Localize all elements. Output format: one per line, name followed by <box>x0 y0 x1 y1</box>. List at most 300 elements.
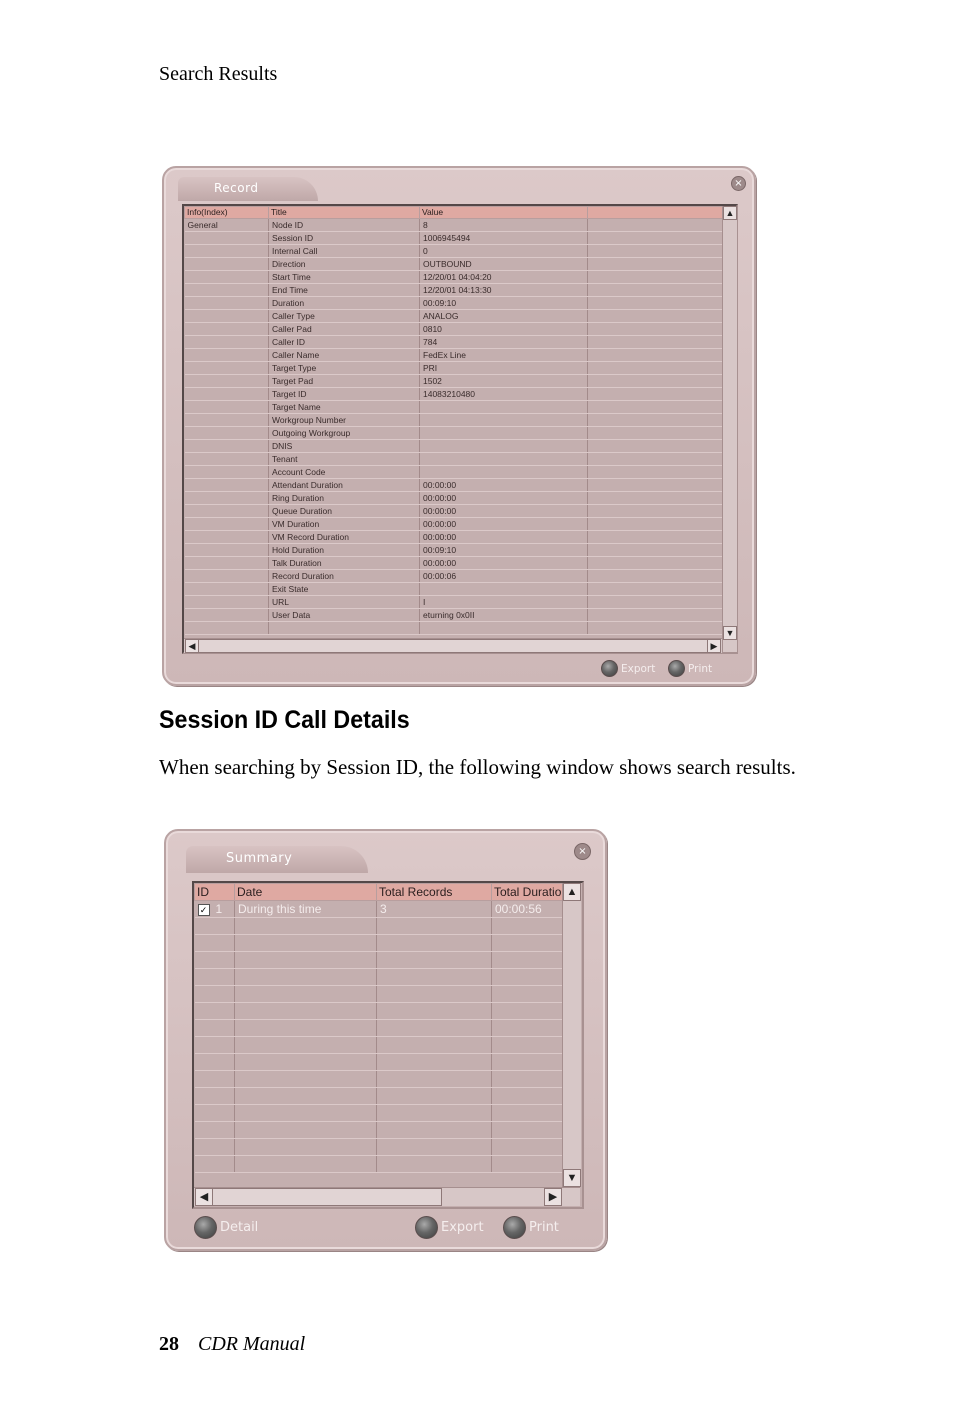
record-cell <box>588 219 723 232</box>
summary-cell-id <box>195 1020 235 1037</box>
record-cell <box>185 466 269 479</box>
summary-cell-text: 1 <box>215 902 223 916</box>
record-cell: 00:00:00 <box>420 505 588 518</box>
table-row[interactable] <box>195 1105 563 1122</box>
record-cell <box>185 557 269 570</box>
record-cell: Target Pad <box>269 375 420 388</box>
summary-column-header[interactable]: ID <box>195 884 235 901</box>
table-row[interactable] <box>185 622 723 635</box>
table-row[interactable] <box>185 349 723 362</box>
summary-cell-id <box>195 1156 235 1173</box>
record-cell: Caller Pad <box>269 323 420 336</box>
summary-tab[interactable] <box>186 846 368 873</box>
record-grid <box>182 204 738 654</box>
record-cell <box>269 622 420 635</box>
table-row[interactable] <box>185 570 723 583</box>
table-row[interactable] <box>185 362 723 375</box>
summary-cell-total-duration <box>492 1054 563 1071</box>
record-window <box>162 166 756 686</box>
summary-cell-total-duration <box>492 1105 563 1122</box>
summary-cell-total-records <box>377 1020 492 1037</box>
checkbox-icon[interactable]: ✓ <box>198 904 210 916</box>
summary-export-button[interactable] <box>415 1216 484 1239</box>
summary-cell-id <box>195 1105 235 1122</box>
record-cell: Tenant <box>269 453 420 466</box>
table-row[interactable] <box>185 401 723 414</box>
table-row[interactable] <box>185 466 723 479</box>
table-row[interactable] <box>195 969 563 986</box>
summary-cell-total-records <box>377 1054 492 1071</box>
record-cell: Target Type <box>269 362 420 375</box>
summary-cell-id <box>195 952 235 969</box>
record-cell <box>420 622 588 635</box>
summary-cell-date <box>235 1156 377 1173</box>
record-cell: 0810 <box>420 323 588 336</box>
body-text: When searching by Session ID, the following window shows search results. <box>159 755 796 779</box>
summary-cell-date <box>235 1054 377 1071</box>
record-cell: Duration <box>269 297 420 310</box>
record-cell: 00:00:00 <box>420 557 588 570</box>
summary-cell-total-records <box>377 1003 492 1020</box>
table-row[interactable] <box>195 901 563 918</box>
summary-cell-total-duration <box>492 918 563 935</box>
summary-print-button[interactable] <box>503 1216 559 1239</box>
record-cell <box>185 453 269 466</box>
record-cell <box>588 284 723 297</box>
summary-cell-total-duration <box>492 1003 563 1020</box>
summary-cell-total-duration <box>492 1122 563 1139</box>
scroll-down-icon[interactable]: ▼ <box>563 1169 581 1187</box>
summary-cell-date <box>235 1071 377 1088</box>
record-tab-label: Record <box>214 181 259 195</box>
close-icon[interactable]: × <box>574 843 591 860</box>
summary-cell-id <box>195 1139 235 1156</box>
record-cell <box>185 622 269 635</box>
table-row[interactable] <box>195 1020 563 1037</box>
scroll-left-icon[interactable]: ◀ <box>185 639 199 653</box>
table-row[interactable] <box>195 1054 563 1071</box>
summary-cell-date <box>235 1088 377 1105</box>
record-cell <box>588 531 723 544</box>
record-cell <box>420 427 588 440</box>
table-row[interactable] <box>185 479 723 492</box>
detail-label: Detail <box>220 1220 259 1235</box>
record-cell <box>588 557 723 570</box>
record-cell <box>185 336 269 349</box>
record-cell <box>185 492 269 505</box>
table-row[interactable] <box>185 297 723 310</box>
table-row[interactable] <box>185 245 723 258</box>
summary-cell-date <box>235 1139 377 1156</box>
record-cell <box>420 440 588 453</box>
record-cell <box>185 232 269 245</box>
record-cell: Hold Duration <box>269 544 420 557</box>
record-hscroll-thumb[interactable] <box>198 639 708 653</box>
record-cell: 1006945494 <box>420 232 588 245</box>
record-cell <box>588 609 723 622</box>
summary-cell-total-duration <box>492 901 563 918</box>
orb-button-icon <box>503 1216 526 1239</box>
summary-cell-id <box>195 1088 235 1105</box>
record-table <box>184 206 723 635</box>
section-heading: Session ID Call Details <box>159 706 410 734</box>
record-cell: Internal Call <box>269 245 420 258</box>
record-export-button[interactable] <box>601 660 655 677</box>
record-cell <box>420 466 588 479</box>
page-number: 28 <box>159 1333 179 1355</box>
record-cell <box>185 427 269 440</box>
summary-cell-total-records <box>377 986 492 1003</box>
summary-cell-id <box>195 901 235 918</box>
scroll-down-icon[interactable]: ▼ <box>723 626 737 640</box>
record-column-header[interactable]: Value <box>420 207 588 219</box>
orb-button-icon <box>194 1216 217 1239</box>
table-row[interactable] <box>185 544 723 557</box>
summary-grid <box>192 881 584 1209</box>
scroll-right-icon[interactable]: ▶ <box>707 639 721 653</box>
summary-cell-date <box>235 1003 377 1020</box>
table-row[interactable] <box>195 935 563 952</box>
page-footer <box>159 1333 305 1356</box>
table-row[interactable] <box>195 1071 563 1088</box>
record-cell <box>185 414 269 427</box>
summary-cell-date <box>235 986 377 1003</box>
record-cell: Session ID <box>269 232 420 245</box>
record-cell <box>588 375 723 388</box>
summary-cell-total-records <box>377 1105 492 1122</box>
record-cell <box>588 453 723 466</box>
record-cell: Target Name <box>269 401 420 414</box>
record-cell <box>185 401 269 414</box>
record-cell <box>588 388 723 401</box>
record-cell: Queue Duration <box>269 505 420 518</box>
record-cell: 1502 <box>420 375 588 388</box>
record-cell <box>588 440 723 453</box>
record-cell: 00:09:10 <box>420 544 588 557</box>
summary-cell-total-records <box>377 969 492 986</box>
record-column-header[interactable]: Title <box>269 207 420 219</box>
table-row[interactable] <box>185 375 723 388</box>
record-cell: Direction <box>269 258 420 271</box>
summary-cell-total-duration <box>492 1037 563 1054</box>
summary-vertical-scrollbar[interactable] <box>562 883 581 1187</box>
summary-cell-id <box>195 1054 235 1071</box>
summary-cell-id <box>195 1071 235 1088</box>
table-row[interactable] <box>185 427 723 440</box>
record-cell <box>588 245 723 258</box>
record-cell <box>588 466 723 479</box>
table-row[interactable] <box>185 505 723 518</box>
summary-cell-total-records <box>377 1122 492 1139</box>
record-cell <box>185 505 269 518</box>
summary-table <box>194 883 563 1173</box>
summary-cell-id <box>195 986 235 1003</box>
record-cell: Exit State <box>269 583 420 596</box>
summary-cell-total-duration <box>492 1139 563 1156</box>
record-cell: 00:09:10 <box>420 297 588 310</box>
record-cell <box>185 544 269 557</box>
summary-cell-date <box>235 935 377 952</box>
table-row[interactable] <box>185 271 723 284</box>
table-row[interactable] <box>185 336 723 349</box>
table-row[interactable] <box>185 258 723 271</box>
scroll-right-icon[interactable]: ▶ <box>544 1188 562 1206</box>
summary-horizontal-scrollbar[interactable] <box>194 1187 580 1206</box>
record-cell <box>185 258 269 271</box>
orb-button-icon <box>601 660 618 677</box>
record-cell: 12/20/01 04:13:30 <box>420 284 588 297</box>
record-cell <box>588 479 723 492</box>
summary-cell-total-records <box>377 1139 492 1156</box>
record-tab[interactable] <box>178 177 318 201</box>
record-cell: 8 <box>420 219 588 232</box>
summary-cell-date <box>235 901 377 918</box>
summary-cell-id <box>195 935 235 952</box>
table-row[interactable] <box>185 440 723 453</box>
summary-cell-total-records <box>377 935 492 952</box>
summary-cell-date <box>235 1037 377 1054</box>
close-icon[interactable]: × <box>731 176 746 191</box>
summary-cell-total-duration <box>492 1156 563 1173</box>
record-cell <box>588 232 723 245</box>
summary-cell-total-duration <box>492 986 563 1003</box>
record-cell <box>588 336 723 349</box>
table-row[interactable] <box>195 1122 563 1139</box>
record-cell <box>185 388 269 401</box>
scroll-left-icon[interactable]: ◀ <box>195 1188 213 1206</box>
table-row[interactable] <box>185 323 723 336</box>
summary-cell-id <box>195 1122 235 1139</box>
summary-cell-total-duration <box>492 935 563 952</box>
record-cell <box>185 375 269 388</box>
record-cell: 12/20/01 04:04:20 <box>420 271 588 284</box>
table-row[interactable] <box>185 310 723 323</box>
record-cell <box>185 362 269 375</box>
table-row[interactable] <box>185 414 723 427</box>
record-cell: VM Record Duration <box>269 531 420 544</box>
record-cell <box>588 570 723 583</box>
record-cell: I <box>420 596 588 609</box>
record-cell <box>588 622 723 635</box>
record-cell <box>185 323 269 336</box>
record-cell <box>588 414 723 427</box>
summary-cell-total-duration <box>492 1071 563 1088</box>
summary-cell-text: 3 <box>380 902 387 916</box>
record-cell <box>588 518 723 531</box>
summary-cell-total-records <box>377 1156 492 1173</box>
record-cell: 00:00:00 <box>420 479 588 492</box>
record-cell <box>588 596 723 609</box>
summary-cell-total-duration <box>492 952 563 969</box>
doc-title: CDR Manual <box>198 1333 306 1355</box>
table-row[interactable] <box>185 284 723 297</box>
record-cell <box>185 245 269 258</box>
record-cell <box>588 427 723 440</box>
record-cell: Ring Duration <box>269 492 420 505</box>
record-cell <box>588 362 723 375</box>
summary-cell-id <box>195 1037 235 1054</box>
record-cell <box>588 323 723 336</box>
summary-cell-total-duration <box>492 1020 563 1037</box>
detail-button[interactable] <box>194 1216 258 1239</box>
table-row[interactable] <box>185 518 723 531</box>
summary-cell-date <box>235 952 377 969</box>
record-cell <box>420 414 588 427</box>
table-row[interactable] <box>185 557 723 570</box>
record-cell: End Time <box>269 284 420 297</box>
record-cell: Record Duration <box>269 570 420 583</box>
summary-column-header[interactable]: Date <box>235 884 377 901</box>
record-cell: PRI <box>420 362 588 375</box>
record-cell <box>185 310 269 323</box>
summary-cell-total-duration <box>492 1088 563 1105</box>
record-cell <box>588 401 723 414</box>
record-cell <box>588 258 723 271</box>
record-cell: Caller Type <box>269 310 420 323</box>
record-cell <box>588 544 723 557</box>
summary-cell-total-records <box>377 1071 492 1088</box>
record-cell: 784 <box>420 336 588 349</box>
table-row[interactable] <box>185 219 723 232</box>
record-cell <box>420 583 588 596</box>
summary-cell-total-records <box>377 952 492 969</box>
record-cell: Caller ID <box>269 336 420 349</box>
summary-cell-text: During this time <box>238 902 322 916</box>
record-cell: 00:00:06 <box>420 570 588 583</box>
table-row[interactable] <box>185 596 723 609</box>
record-cell <box>185 479 269 492</box>
record-cell: Caller Name <box>269 349 420 362</box>
record-cell: 00:00:00 <box>420 492 588 505</box>
summary-cell-id <box>195 969 235 986</box>
orb-button-icon <box>668 660 685 677</box>
record-column-header[interactable]: Info(Index) <box>185 207 269 219</box>
table-row[interactable] <box>195 1139 563 1156</box>
record-cell <box>185 271 269 284</box>
summary-window <box>164 829 607 1251</box>
record-cell: Account Code <box>269 466 420 479</box>
summary-cell-date <box>235 918 377 935</box>
table-row[interactable] <box>195 952 563 969</box>
record-print-button[interactable] <box>668 660 712 677</box>
record-cell <box>185 531 269 544</box>
record-cell: OUTBOUND <box>420 258 588 271</box>
record-cell <box>588 492 723 505</box>
summary-export-label: Export <box>441 1220 484 1235</box>
record-cell <box>185 596 269 609</box>
table-row[interactable] <box>185 492 723 505</box>
table-row[interactable] <box>195 986 563 1003</box>
record-cell: Talk Duration <box>269 557 420 570</box>
record-cell <box>588 297 723 310</box>
summary-cell-date <box>235 1020 377 1037</box>
summary-column-header[interactable]: Total Records <box>377 884 492 901</box>
record-cell: 14083210480 <box>420 388 588 401</box>
summary-cell-date <box>235 969 377 986</box>
record-cell: Outgoing Workgroup <box>269 427 420 440</box>
summary-cell-total-records <box>377 901 492 918</box>
summary-cell-id <box>195 918 235 935</box>
table-row[interactable] <box>195 1037 563 1054</box>
record-cell <box>420 401 588 414</box>
summary-cell-total-duration <box>492 969 563 986</box>
table-row[interactable] <box>195 918 563 935</box>
summary-cell-total-records <box>377 1088 492 1105</box>
summary-tab-label: Summary <box>226 851 293 866</box>
summary-column-header[interactable]: Total Duratio <box>492 884 563 901</box>
table-row[interactable] <box>185 388 723 401</box>
summary-cell-total-records <box>377 1037 492 1054</box>
record-vertical-scrollbar[interactable] <box>722 206 737 652</box>
record-cell <box>588 271 723 284</box>
scroll-up-icon[interactable]: ▲ <box>563 883 581 901</box>
record-cell: User Data <box>269 609 420 622</box>
record-cell: eturning 0x0II <box>420 609 588 622</box>
table-row[interactable] <box>195 1003 563 1020</box>
record-column-header[interactable] <box>588 207 723 219</box>
summary-cell-total-records <box>377 918 492 935</box>
record-cell: Node ID <box>269 219 420 232</box>
record-cell: VM Duration <box>269 518 420 531</box>
record-cell <box>185 518 269 531</box>
record-cell: Attendant Duration <box>269 479 420 492</box>
record-cell <box>185 609 269 622</box>
record-cell <box>588 349 723 362</box>
record-cell: Workgroup Number <box>269 414 420 427</box>
record-cell: 00:00:00 <box>420 531 588 544</box>
summary-cell-text: 00:00:56 <box>495 902 542 916</box>
record-cell <box>185 349 269 362</box>
table-row[interactable] <box>185 232 723 245</box>
record-cell <box>185 297 269 310</box>
record-cell: ANALOG <box>420 310 588 323</box>
record-cell <box>588 583 723 596</box>
record-print-label: Print <box>688 662 713 675</box>
table-row[interactable] <box>185 453 723 466</box>
record-cell: FedEx Line <box>420 349 588 362</box>
record-cell <box>185 284 269 297</box>
summary-cell-id <box>195 1003 235 1020</box>
record-cell: DNIS <box>269 440 420 453</box>
record-cell <box>185 440 269 453</box>
record-cell <box>185 570 269 583</box>
summary-print-label: Print <box>529 1220 559 1235</box>
record-cell: 00:00:00 <box>420 518 588 531</box>
record-cell: URL <box>269 596 420 609</box>
table-row[interactable] <box>195 1156 563 1173</box>
record-cell <box>588 310 723 323</box>
orb-button-icon <box>415 1216 438 1239</box>
running-head: Search Results <box>159 63 278 85</box>
table-row[interactable] <box>185 609 723 622</box>
scroll-up-icon[interactable]: ▲ <box>723 206 737 220</box>
record-cell <box>185 583 269 596</box>
table-row[interactable] <box>185 583 723 596</box>
summary-cell-date <box>235 1105 377 1122</box>
record-cell: 0 <box>420 245 588 258</box>
table-row[interactable] <box>195 1088 563 1105</box>
record-cell <box>588 505 723 518</box>
record-cell: Start Time <box>269 271 420 284</box>
record-cell: Target ID <box>269 388 420 401</box>
record-export-label: Export <box>621 662 656 675</box>
summary-cell-date <box>235 1122 377 1139</box>
record-cell <box>420 453 588 466</box>
summary-hscroll-thumb[interactable] <box>212 1188 442 1206</box>
record-cell: General <box>185 219 269 232</box>
record-horizontal-scrollbar[interactable] <box>184 638 722 653</box>
table-row[interactable] <box>185 531 723 544</box>
